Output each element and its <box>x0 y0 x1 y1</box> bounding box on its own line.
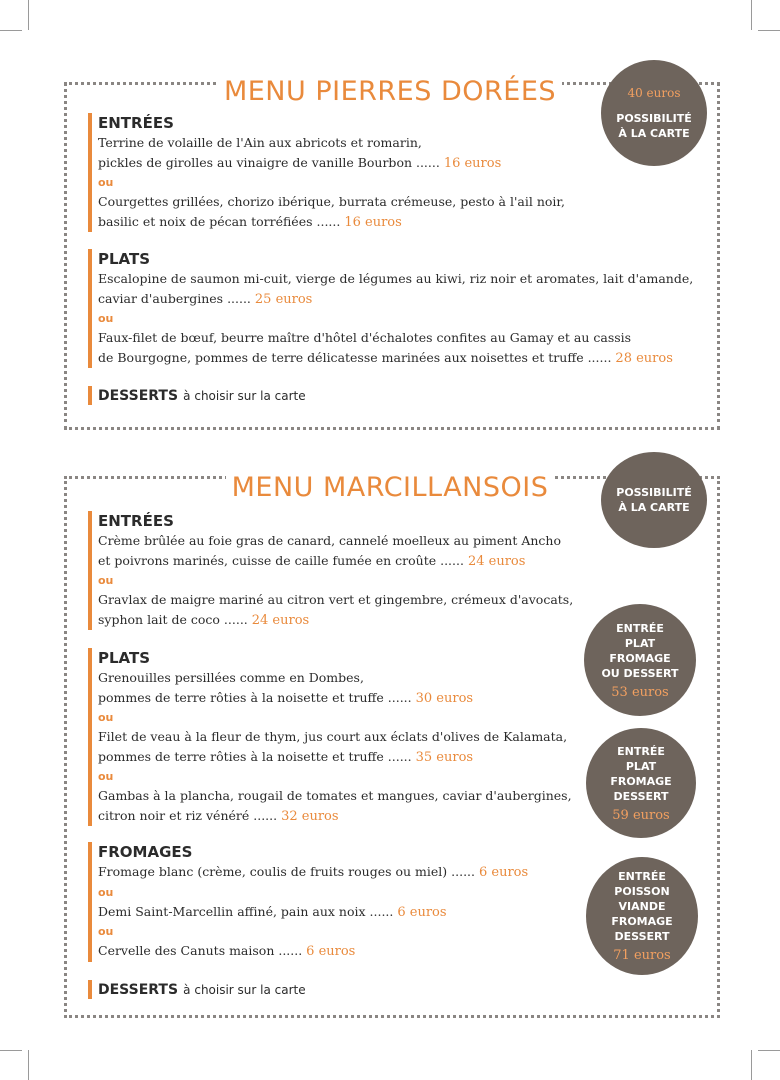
or-separator: ou <box>98 885 114 899</box>
menu-line-text: pommes de terre rôties à la noisette et truffe ...... <box>98 748 412 764</box>
crop-mark <box>751 0 752 30</box>
formula-badge <box>586 857 698 975</box>
desserts-note: à choisir sur la carte <box>183 389 306 403</box>
badge-line: VIANDE <box>618 900 666 913</box>
menu-line <box>98 348 693 369</box>
badge-line: POSSIBILITÉ <box>616 111 692 125</box>
plats-section <box>88 648 572 826</box>
or-separator: ou <box>98 176 114 189</box>
menu-line: Grenouilles persillées comme en Dombes, <box>98 670 364 685</box>
badge-price: 59 euros <box>612 807 670 823</box>
badge-line: DESSERT <box>614 930 670 943</box>
menu-line-text: basilic et noix de pécan torréfiées ...... <box>98 213 341 229</box>
section-heading: DESSERTS <box>98 982 179 998</box>
menu-line <box>98 688 572 709</box>
section-heading: ENTRÉES <box>98 512 174 530</box>
section-heading: PLATS <box>98 649 151 667</box>
menu-line <box>98 212 565 233</box>
price: 28 euros <box>615 350 673 366</box>
menu-title-text: MENU MARCILLANSOIS <box>226 472 555 503</box>
menu-line-text: caviar d'aubergines ...... <box>98 290 251 306</box>
desserts-note: à choisir sur la carte <box>183 983 306 997</box>
section-heading: ENTRÉES <box>98 114 174 132</box>
menu-line <box>98 902 528 923</box>
price: 6 euros <box>306 944 356 959</box>
menu-line-text: pickles de girolles au vinaigre de vanille Bourbon ...... <box>98 154 440 170</box>
fromages-section <box>88 842 528 962</box>
menu-line <box>98 747 572 768</box>
or-separator: ou <box>98 925 114 938</box>
badge-line: ENTRÉE <box>617 744 665 758</box>
crop-mark <box>28 0 29 30</box>
formula-badge <box>584 604 696 716</box>
badge-line: PLAT <box>625 759 657 773</box>
menu-line-text: Cervelle des Canuts maison ...... <box>98 943 303 958</box>
price: 25 euros <box>254 291 313 307</box>
badge-price: 40 euros <box>627 85 681 100</box>
price: 6 euros <box>397 904 447 920</box>
menu-line-text: et poivrons marinés, cuisse de caille fumée en croûte ...... <box>98 552 464 568</box>
or-separator: ou <box>98 711 114 724</box>
crop-mark <box>758 30 780 31</box>
price: 16 euros <box>344 214 402 230</box>
badge-line: OU DESSERT <box>601 666 679 680</box>
or-separator: ou <box>98 574 114 587</box>
section-heading: PLATS <box>98 250 151 268</box>
price: 35 euros <box>415 749 474 765</box>
menu-line: Terrine de volaille de l'Ain aux abricots et romarin, <box>98 135 422 150</box>
menu-line <box>98 941 528 962</box>
menu-line <box>98 806 572 827</box>
menu-line-text: syphon lait de coco ...... <box>98 611 248 627</box>
menu-title-text: MENU PIERRES DORÉES <box>218 76 562 107</box>
crop-mark <box>751 1050 752 1080</box>
crop-mark <box>0 1050 22 1051</box>
menu-line: Filet de veau à la fleur de thym, jus court aux éclats d'olives de Kalamata, <box>98 729 568 744</box>
badge-line: À LA CARTE <box>618 126 690 140</box>
menu-line-text: citron noir et riz vénéré ...... <box>98 807 278 823</box>
or-separator: ou <box>98 770 114 783</box>
badge-line: DESSERT <box>613 789 669 803</box>
badge-price: 53 euros <box>611 684 669 700</box>
badge-line: POISSON <box>614 885 670 898</box>
entrees-section <box>88 511 573 630</box>
menu-line: Escalopine de saumon mi-cuit, vierge de légumes au kiwi, riz noir et aromates, lait d'amande, <box>98 271 694 286</box>
desserts-line <box>88 980 306 999</box>
badge-line: ENTRÉE <box>618 870 666 883</box>
menu-line <box>98 153 565 174</box>
badge-line: PLAT <box>624 636 656 650</box>
entrees-section <box>88 113 565 232</box>
or-separator: ou <box>98 312 114 325</box>
menu-line <box>98 289 693 310</box>
plats-section <box>88 249 693 368</box>
price: 24 euros <box>467 553 526 569</box>
price-badge <box>601 60 707 166</box>
menu-line: Faux-filet de bœuf, beurre maître d'hôtel d'échalotes confites au Gamay et au cassis <box>98 330 632 345</box>
menu-line: Gambas à la plancha, rougail de tomates et mangues, caviar d'aubergines, <box>98 788 572 803</box>
price: 30 euros <box>415 690 474 706</box>
crop-mark <box>758 1050 780 1051</box>
a-la-carte-badge <box>601 452 707 548</box>
price: 32 euros <box>281 808 339 824</box>
price: 24 euros <box>251 612 310 628</box>
badge-line: POSSIBILITÉ <box>616 486 692 499</box>
menu-line: Courgettes grillées, chorizo ibérique, burrata crémeuse, pesto à l'ail noir, <box>98 194 565 209</box>
crop-mark <box>28 1050 29 1080</box>
menu-line: Gravlax de maigre mariné au citron vert et gingembre, crémeux d'avocats, <box>98 592 574 607</box>
menu-line-text: de Bourgogne, pommes de terre délicatesse marinées aux noisettes et truffe ...... <box>98 349 612 365</box>
price: 16 euros <box>443 155 502 171</box>
badge-line: FROMAGE <box>611 915 673 928</box>
badge-line: FROMAGE <box>610 774 672 788</box>
menu-line <box>98 610 573 631</box>
section-heading: FROMAGES <box>98 843 193 861</box>
menu-line-text: Demi Saint-Marcellin affiné, pain aux noix ...... <box>98 903 394 919</box>
crop-mark <box>0 30 22 31</box>
price: 6 euros <box>478 865 529 880</box>
menu-line-text: Fromage blanc (crème, coulis de fruits rouges ou miel) ...... <box>98 864 475 879</box>
badge-price: 71 euros <box>613 948 671 963</box>
formula-badge <box>586 728 696 838</box>
menu-line-text: pommes de terre rôties à la noisette et truffe ...... <box>98 689 412 705</box>
desserts-line <box>88 386 306 405</box>
menu-line <box>98 862 528 883</box>
badge-line: FROMAGE <box>609 651 671 665</box>
badge-line: À LA CARTE <box>618 501 690 514</box>
badge-line: ENTRÉE <box>616 621 664 635</box>
menu-line: Crème brûlée au foie gras de canard, cannelé moelleux au piment Ancho <box>98 533 562 548</box>
menu-line <box>98 551 573 572</box>
section-heading: DESSERTS <box>98 388 179 404</box>
